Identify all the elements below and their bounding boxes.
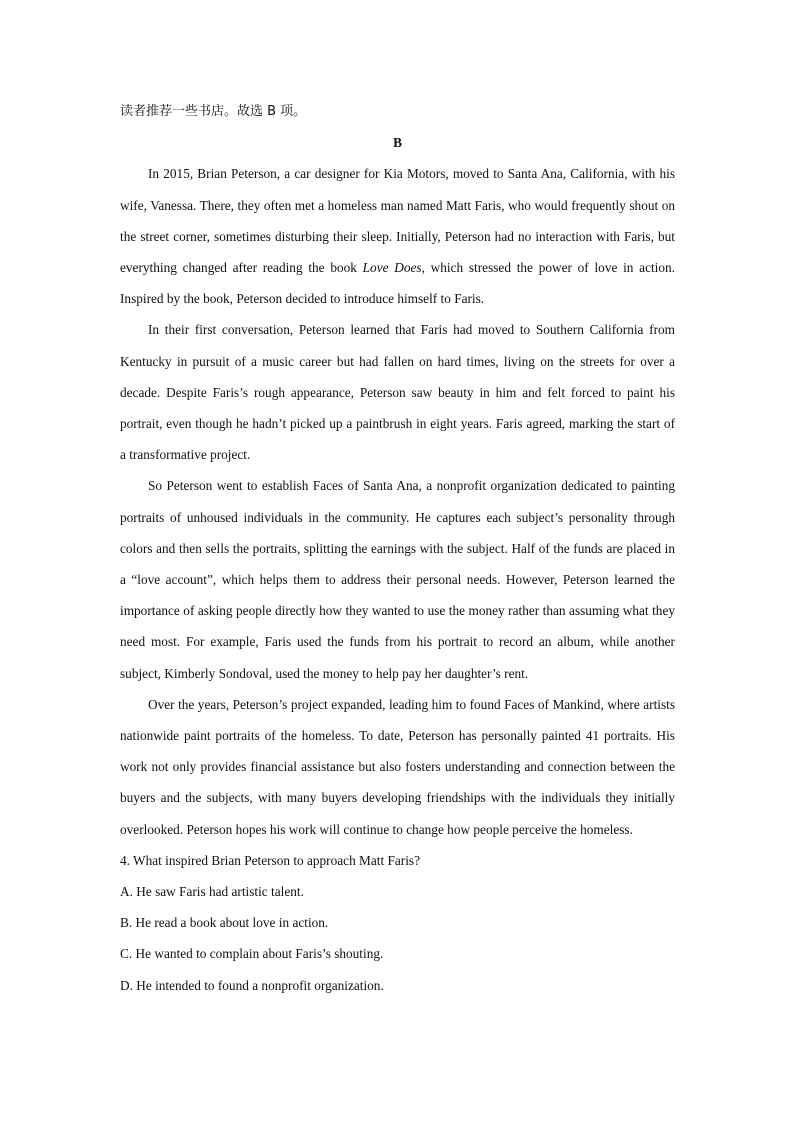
paragraph-1-text-end: , which stressed the power of love in action. Inspired by the book, Peterson decided to introduce himself to Faris.: [120, 260, 675, 307]
paragraph-2: In their first conversation, Peterson learned that Faris had moved to Southern California from Kentucky in pursuit of a music career but had fallen on hard times, living on the streets for over a decade. Despite Faris’s rough appearance, Peterson saw beauty in him and felt forced to paint his portrait, even though he hadn’t picked up a paintbrush in eight years. Faris agreed, marking the start of a transformative project.: [120, 322, 675, 463]
paragraph-1-text-start: In 2015, Brian Peterson, a car designer for Kia Motors, moved to Santa Ana, California, with his wife, Vanessa. There, they often met a homeless man named Matt Faris, who would frequently shout on the street corner, sometimes disturbing their sleep. Initially, Peterson had no interaction with Faris, but everything changed after reading the book: [120, 166, 675, 276]
paragraph-3: So Peterson went to establish Faces of Santa Ana, a nonprofit organization dedicated to painting portraits of unhoused individuals in the community. He captures each subject’s personality through colors and then sells the portraits, splitting the earnings with the subject. Half of the funds are placed in a “love account”, which helps them to address their personal needs. However, Peterson learned the importance of asking people directly how they wanted to use the money rather than assuming what they need most. For example, Faris used the funds from his portrait to record an album, while another subject, Kimberly Sondoval, used the money to help pay her daughter’s rent.: [120, 478, 675, 681]
option-b: B. He read a book about love in action.: [120, 915, 329, 931]
question-stem: 4. What inspired Brian Peterson to approach Matt Faris?: [120, 852, 420, 868]
section-label: B: [393, 135, 402, 151]
intro-line: 读者推荐一些书店。故选 B 项。: [120, 104, 307, 119]
paragraph-4: Over the years, Peterson’s project expanded, leading him to found Faces of Mankind, where artists nationwide paint portraits of the homeless. To date, Peterson has personally painted 41 portraits. His work not only provides financial assistance but also fosters understanding and connection between the buyers and the subjects, with many buyers developing friendships with the individuals they initially overlooked. Peterson hopes his work will continue to change how people perceive the homeless.: [120, 696, 675, 837]
option-a: A. He saw Faris had artistic talent.: [120, 884, 304, 900]
paragraph-1: [120, 158, 675, 314]
option-d: D. He intended to found a nonprofit organization.: [120, 977, 384, 993]
book-title: Love Does: [362, 260, 422, 276]
document-page: [120, 96, 675, 1001]
option-c: C. He wanted to complain about Faris’s shouting.: [120, 946, 384, 962]
